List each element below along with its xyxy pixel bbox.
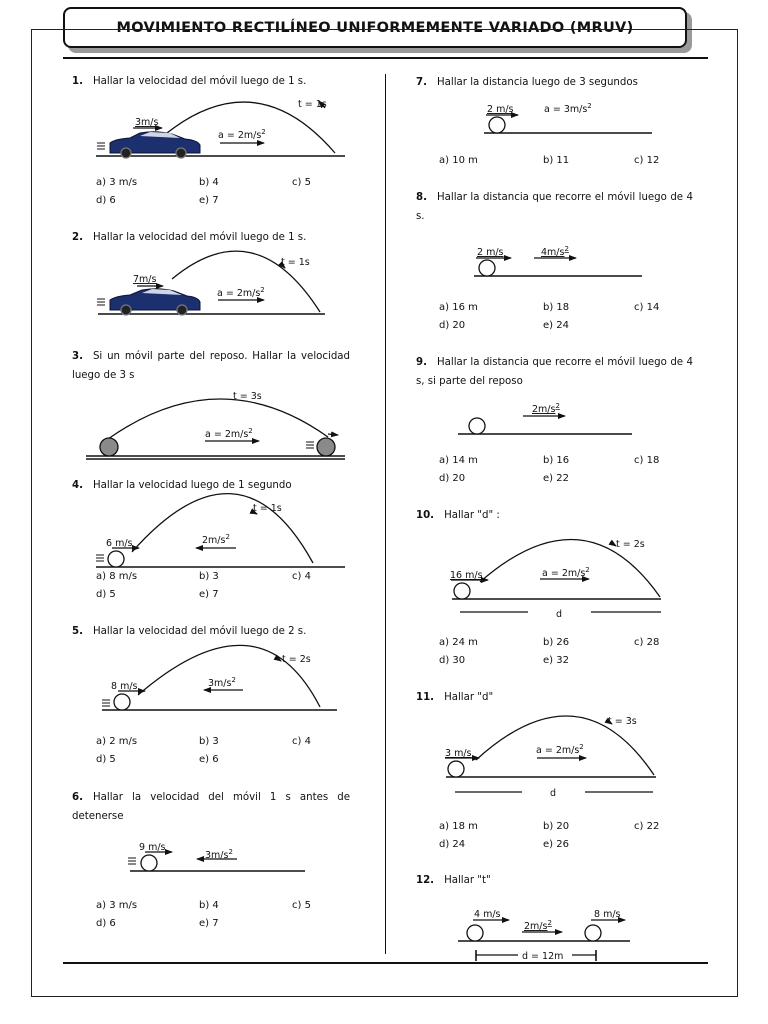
trajectory-arc <box>132 494 313 563</box>
speed-lines-icon <box>96 555 104 561</box>
option: e) 7 <box>199 589 219 600</box>
page-title: MOVIMIENTO RECTILÍNEO UNIFORMEMENTE VARIADO (MRUV) <box>116 19 634 36</box>
option: b) 4 <box>199 900 219 911</box>
ball-icon <box>489 117 505 133</box>
problem-number: 4. <box>72 480 83 491</box>
option: d) 6 <box>96 918 116 929</box>
figure-7 <box>484 115 652 133</box>
time-label: t = 1s <box>281 257 310 268</box>
time-label: t = 2s <box>616 539 645 550</box>
problem-number: 9. <box>416 357 427 368</box>
option: e) 22 <box>543 473 569 484</box>
problem-text: Hallar la velocidad del móvil luego de 2 s. <box>92 626 307 637</box>
option: a) 3 m/s <box>96 900 138 911</box>
problem-text: Hallar "d" : <box>444 510 500 521</box>
acceleration-label: $a = 2m/s^2$ <box>536 743 584 756</box>
acceleration-label: $a = 2m/s^2$ <box>217 286 265 299</box>
option: a) 3 m/s <box>96 177 138 188</box>
acceleration-label: $a = 2m/s^2$ <box>218 128 266 141</box>
velocity-label: 8 m/s <box>111 681 138 692</box>
option: c) 4 <box>292 736 311 747</box>
ball-icon <box>479 260 495 276</box>
velocity-label: 6 m/s <box>106 538 133 549</box>
option: e) 7 <box>199 195 219 206</box>
figure-4 <box>96 494 345 567</box>
ball-icon <box>467 925 483 941</box>
option: a) 8 m/s <box>96 571 138 582</box>
option: a) 2 m/s <box>96 736 138 747</box>
ball-icon <box>114 694 130 710</box>
figure-8 <box>474 258 642 276</box>
acceleration-label: $a = 2m/s^2$ <box>205 427 253 440</box>
problem-text: Hallar la velocidad del móvil luego de 1 s. <box>92 232 307 243</box>
option: e) 32 <box>543 655 569 666</box>
time-label: t = 2s <box>282 654 311 665</box>
option: b) 20 <box>543 821 570 832</box>
speed-lines-icon <box>306 442 314 448</box>
option: a) 10 m <box>439 155 478 166</box>
velocity-label: 7m/s <box>133 274 157 285</box>
problem-text: Hallar la distancia que recorre el móvil luego de 4 s. <box>416 192 693 222</box>
problem-text: Hallar "d" <box>444 692 494 703</box>
option: e) 24 <box>543 320 569 331</box>
problem-number: 8. <box>416 192 427 203</box>
car-icon <box>110 289 200 315</box>
problem-text: Hallar "t" <box>444 875 491 886</box>
option: b) 18 <box>543 302 570 313</box>
velocity-label: 2 m/s <box>477 247 504 258</box>
acceleration-label: $4m/s^2$ <box>541 245 569 258</box>
problem-text: Hallar la distancia que recorre el móvil luego de 4 s, si parte del reposo <box>416 357 693 387</box>
velocity-label: 16 m/s <box>450 570 483 581</box>
ball-icon <box>141 855 157 871</box>
problem-text: Hallar la velocidad luego de 1 segundo <box>92 480 292 491</box>
ball-icon <box>469 418 485 434</box>
speed-lines-icon <box>97 143 105 149</box>
velocity-label: 9 m/s <box>139 842 166 853</box>
option: b) 3 <box>199 571 219 582</box>
acceleration-label: $2m/s^2$ <box>202 533 230 546</box>
time-label: t = 1s <box>298 99 327 110</box>
option: c) 18 <box>634 455 660 466</box>
option: c) 4 <box>292 571 311 582</box>
acceleration-label: $a = 3m/s^2$ <box>544 102 592 115</box>
problem-number: 7. <box>416 77 427 88</box>
acceleration-label: $3m/s^2$ <box>208 676 236 689</box>
velocity-label: 8 m/s <box>594 909 621 920</box>
problem-number: 11. <box>416 692 435 703</box>
option: c) 28 <box>634 637 660 648</box>
acceleration-label: $3m/s^2$ <box>205 848 233 861</box>
option: b) 16 <box>543 455 570 466</box>
velocity-label: 3m/s <box>135 117 159 128</box>
time-label: t = 3s <box>233 391 262 402</box>
acceleration-label: $2m/s^2$ <box>524 919 552 932</box>
option: d) 20 <box>439 320 466 331</box>
option: a) 16 m <box>439 302 478 313</box>
problem-number: 1. <box>72 76 83 87</box>
option: b) 11 <box>543 155 570 166</box>
option: c) 5 <box>292 177 311 188</box>
option: c) 14 <box>634 302 660 313</box>
option: c) 5 <box>292 900 311 911</box>
option: d) 5 <box>96 589 116 600</box>
speed-lines-icon <box>102 700 110 706</box>
ball-icon <box>108 551 124 567</box>
acceleration-label: $a = 2m/s^2$ <box>542 566 590 579</box>
option: a) 14 m <box>439 455 478 466</box>
distance-label: d <box>550 788 557 799</box>
option: d) 5 <box>96 754 116 765</box>
option: e) 26 <box>543 839 569 850</box>
option: c) 22 <box>634 821 660 832</box>
option: e) 7 <box>199 918 219 929</box>
option: c) 12 <box>634 155 660 166</box>
option: d) 30 <box>439 655 466 666</box>
problem-text: Hallar la velocidad del móvil luego de 1 s. <box>92 76 307 87</box>
option: e) 6 <box>199 754 219 765</box>
problem-number: 5. <box>72 626 83 637</box>
arc-arrow <box>328 434 338 435</box>
option: a) 24 m <box>439 637 478 648</box>
velocity-label: 4 m/s <box>474 909 501 920</box>
distance-label: d = 12m <box>522 951 564 962</box>
speed-lines-icon <box>128 858 136 864</box>
diagram-labels <box>106 99 645 962</box>
ball-icon <box>100 438 118 456</box>
speed-lines-icon <box>97 299 105 305</box>
time-label: t = 3s <box>608 716 637 727</box>
problem-text: Hallar la velocidad del móvil 1 s antes de detenerse <box>72 792 350 822</box>
velocity-label: 3 m/s <box>445 748 472 759</box>
acceleration-label: $2m/s^2$ <box>532 402 560 415</box>
problem-number: 10. <box>416 510 435 521</box>
problem-number: 6. <box>72 792 83 803</box>
option: a) 18 m <box>439 821 478 832</box>
car-icon <box>110 132 200 158</box>
ball-icon <box>317 438 335 456</box>
figure-9 <box>458 416 632 434</box>
problem-number: 12. <box>416 875 435 886</box>
ball-icon <box>585 925 601 941</box>
problem-text: Hallar la distancia luego de 3 segundos <box>436 77 638 88</box>
option: b) 3 <box>199 736 219 747</box>
problem-number: 2. <box>72 232 83 243</box>
option: d) 24 <box>439 839 466 850</box>
option: d) 20 <box>439 473 466 484</box>
ball-icon <box>448 761 464 777</box>
ball-icon <box>454 583 470 599</box>
time-label: t = 1s <box>253 503 282 514</box>
distance-label: d <box>556 609 563 620</box>
velocity-label: 2 m/s <box>487 104 514 115</box>
option: b) 4 <box>199 177 219 188</box>
option: b) 26 <box>543 637 570 648</box>
option: d) 6 <box>96 195 116 206</box>
problem-number: 3. <box>72 351 83 362</box>
problem-text: Si un móvil parte del reposo. Hallar la velocidad luego de 3 s <box>72 351 350 381</box>
